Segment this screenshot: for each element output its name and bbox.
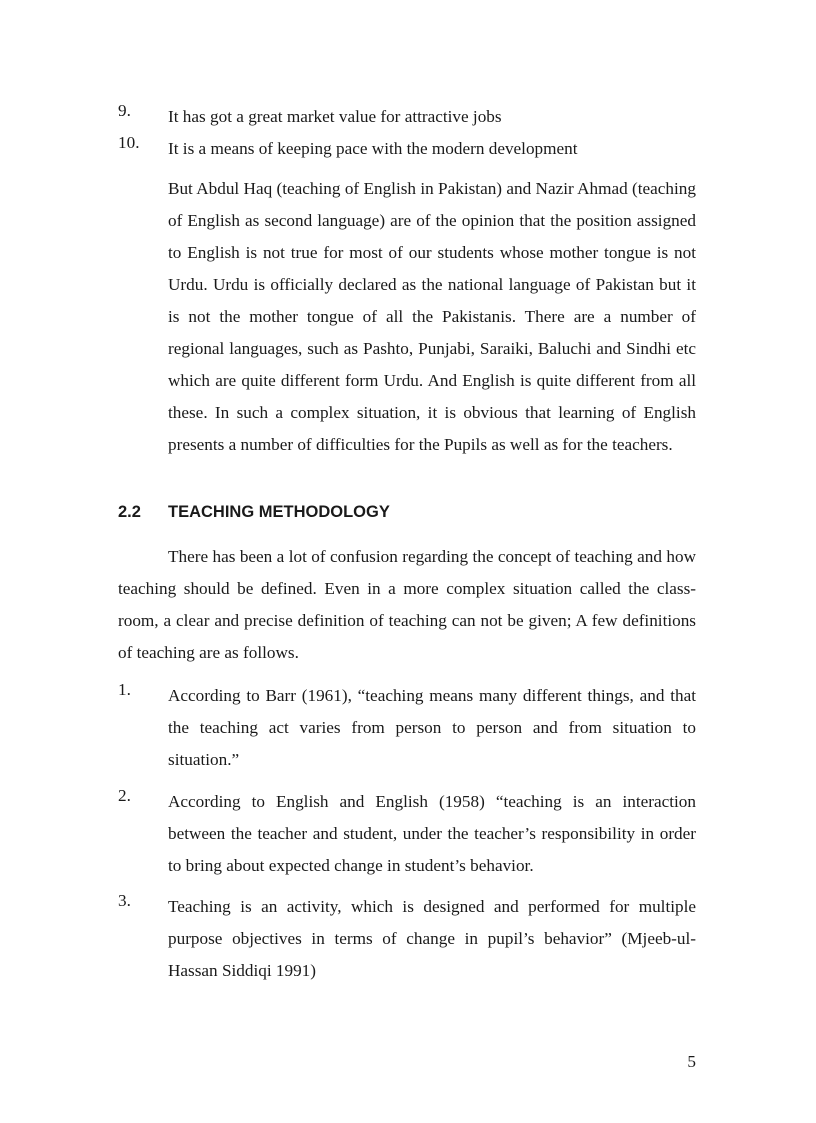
list-text: Teaching is an activity, which is designed and performed for multiple purpose objectives in terms of change in pupil’s behavior” (Mjeeb-ul-Hassan Siddiqi 1991) <box>168 897 696 980</box>
page-number: 5 <box>687 1052 696 1071</box>
section-paragraph: There has been a lot of confusion regarding the concept of teaching and how teaching should be defined. Even in a more complex situation called the class-room, a clear and precise definition of teaching can not be given; A few definitions of teaching are as follows. <box>118 547 696 662</box>
list-number: 9. <box>118 101 131 120</box>
list-text: It has got a great market value for attractive jobs <box>168 107 502 126</box>
list-text: According to Barr (1961), “teaching means many different things, and that the teaching act varies from person to person and from situation to situation.” <box>168 686 696 769</box>
list-number: 10. <box>118 133 140 152</box>
definition-item-1 <box>118 680 696 776</box>
list-text: According to English and English (1958) “teaching is an interaction between the teacher and student, under the teacher’s responsibility in order to bring about expected change in student’s behavior. <box>168 792 696 875</box>
section-title: TEACHING METHODOLOGY <box>168 503 390 521</box>
section-number: 2.2 <box>118 503 141 521</box>
list-number: 1. <box>118 680 131 699</box>
list-text: It is a means of keeping pace with the modern development <box>168 139 578 158</box>
list-number: 2. <box>118 786 131 805</box>
intro-paragraph: But Abdul Haq (teaching of English in Pakistan) and Nazir Ahmad (teaching of English as second language) are of the opinion that the position assigned to English is not true for most of our students whose mother tongue is not Urdu. Urdu is officially declared as the national language of Pakistan but it is not the mother tongue of all the Pakistanis. There are a number of regional languages, such as Pashto, Punjabi, Saraiki, Baluchi and Sindhi etc which are quite different form Urdu. And English is quite different from all these. In such a complex situation, it is obvious that learning of English presents a number of difficulties for the Pupils as well as for the teachers. <box>168 179 696 454</box>
list-item-9 <box>118 101 696 133</box>
section-heading <box>118 503 390 522</box>
definition-item-2 <box>118 786 696 882</box>
list-item-10 <box>118 133 696 165</box>
list-number: 3. <box>118 891 131 910</box>
definition-item-3 <box>118 891 696 987</box>
